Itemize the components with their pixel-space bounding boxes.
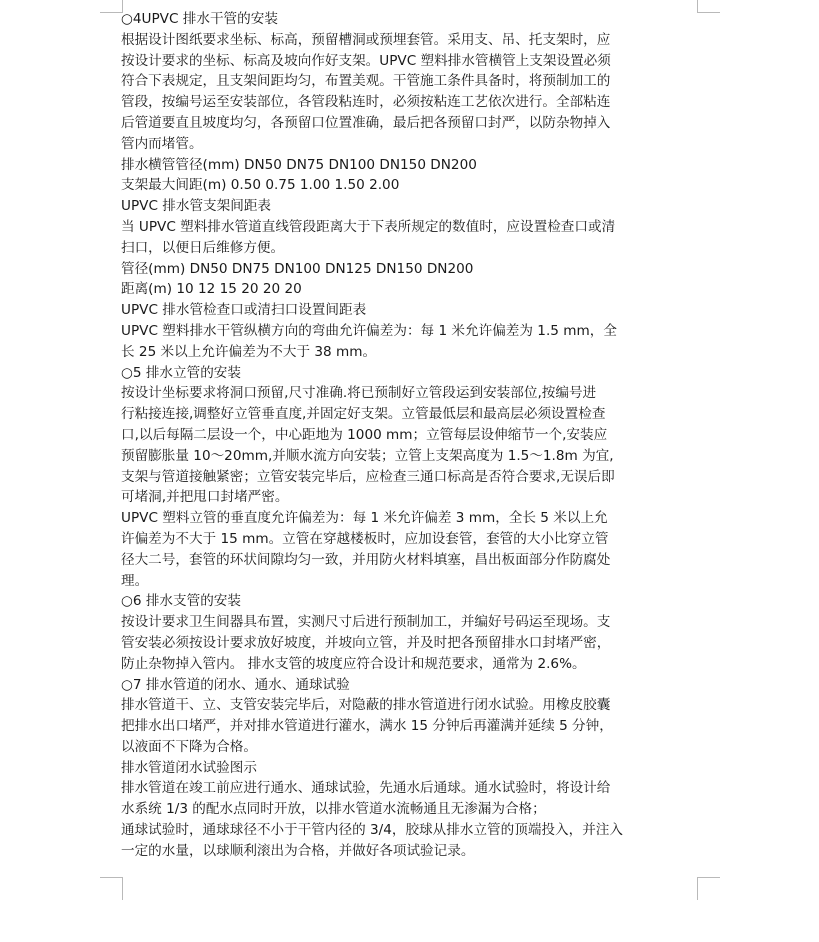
crop-mark-bottom-left (100, 877, 123, 900)
text-line: 管安装必须按设计要求放好坡度，并坡向立管，并及时把各预留排水口封堵严密， (121, 634, 611, 651)
text-line: 排水管道闭水试验图示 (121, 759, 257, 776)
text-line: ○4UPVC 排水干管的安装 (121, 11, 278, 27)
text-line: ○5 排水立管的安装 (121, 364, 241, 381)
text-line: 按设计坐标要求将洞口预留,尺寸准确.将已预制好立管段运到安装部位,按编号进 (121, 385, 597, 402)
text-line: ○7 排水管道的闭水、通水、通球试验 (121, 676, 350, 693)
text-line: 管内而堵管。 (121, 135, 203, 152)
text-line: UPVC 塑料排水干管纵横方向的弯曲允许偏差为：每 1 米允许偏差为 1.5 mm，全 (121, 322, 617, 339)
text-line: 支架最大间距(m) 0.50 0.75 1.00 1.50 2.00 (121, 177, 400, 194)
text-line: 排水横管管径(mm) DN50 DN75 DN100 DN150 DN200 (121, 156, 477, 173)
text-line: 符合下表规定，且支架间距均匀，布置美观。干管施工条件具备时，将预制加工的 (121, 73, 611, 90)
text-line: 把排水出口堵严，并对排水管道进行灌水，满水 15 分钟后再灌满并延续 5 分钟， (121, 718, 613, 735)
text-line: 按设计要求的坐标、标高及坡向作好支架。UPVC 塑料排水管横管上支架设置必须 (121, 52, 611, 69)
text-line: UPVC 排水管支架间距表 (121, 198, 272, 215)
text-line: ○6 排水支管的安装 (121, 593, 241, 610)
text-line: 支架与管道接触紧密；立管安装完毕后，应检查三通口标高是否符合要求,无误后即 (121, 468, 615, 485)
text-line: 管径(mm) DN50 DN75 DN100 DN125 DN150 DN200 (121, 260, 474, 277)
text-line: UPVC 排水管检查口或清扫口设置间距表 (121, 302, 367, 319)
text-line: 按设计要求卫生间器具布置，实测尺寸后进行预制加工，并编好号码运至现场。支 (121, 614, 611, 631)
text-line: 口,以后每隔二层设一个，中心距地为 1000 mm；立管每层设伸缩节一个,安装应 (121, 426, 608, 443)
text-line: 通球试验时，通球球径不小于干管内径的 3/4，胶球从排水立管的顶端投入，并注入 (121, 822, 623, 839)
text-line: 管段，按编号运至安装部位，各管段粘连时，必须按粘连工艺依次进行。全部粘连 (121, 94, 611, 111)
text-line: 行粘接连接,调整好立管垂直度,并固定好支架。立管最低层和最高层必须设置检查 (121, 406, 606, 423)
text-line: 排水管道在竣工前应进行通水、通球试验，先通水后通球。通水试验时，将设计给 (121, 780, 611, 797)
text-line: 后管道要直且坡度均匀，各预留口位置准确，最后把各预留口封严，以防杂物掉入 (121, 114, 611, 131)
text-line: 可堵洞,并把甩口封堵严密。 (121, 489, 289, 506)
text-line: UPVC 塑料立管的垂直度允许偏差为：每 1 米允许偏差 3 mm，全长 5 米以上允 (121, 510, 608, 527)
text-line: 排水管道干、立、支管安装完毕后，对隐蔽的排水管道进行闭水试验。用橡皮胶囊 (121, 697, 611, 714)
text-line: 扫口，以便日后维修方便。 (121, 239, 285, 256)
text-line: 距离(m) 10 12 15 20 20 20 (121, 281, 302, 298)
text-line: 防止杂物掉入管内。 排水支管的坡度应符合设计和规范要求，通常为 2.6%。 (121, 655, 586, 672)
text-line: 根据设计图纸要求坐标、标高，预留槽洞或预埋套管。采用支、吊、托支架时，应 (121, 31, 611, 48)
crop-mark-bottom-right (697, 877, 720, 900)
text-line: 径大二号，套管的环状间隙均匀一致，并用防火材料填塞，昌出板面部分作防腐处 (121, 551, 611, 568)
text-line: 以液面不下降为合格。 (121, 738, 257, 755)
document-body (121, 9, 701, 862)
text-line: 预留膨胀量 10～20mm,并顺水流方向安装；立管上支架高度为 1.5～1.8m 为宜, (121, 447, 614, 464)
text-line: 许偏差为不大于 15 mm。立管在穿越楼板时，应加设套管，套管的大小比穿立管 (121, 530, 609, 547)
text-line: 一定的水量，以球顺利滚出为合格，并做好各项试验记录。 (121, 842, 475, 859)
text-line: 长 25 米以上允许偏差为不大于 38 mm。 (121, 343, 377, 360)
text-line: 当 UPVC 塑料排水管道直线管段距离大于下表所规定的数值时，应设置检查口或清 (121, 218, 616, 235)
text-line: 理。 (121, 572, 149, 589)
text-line: 水系统 1/3 的配水点同时开放，以排水管道水流畅通且无渗漏为合格； (121, 801, 546, 818)
crop-mark-top-left (100, 0, 123, 13)
